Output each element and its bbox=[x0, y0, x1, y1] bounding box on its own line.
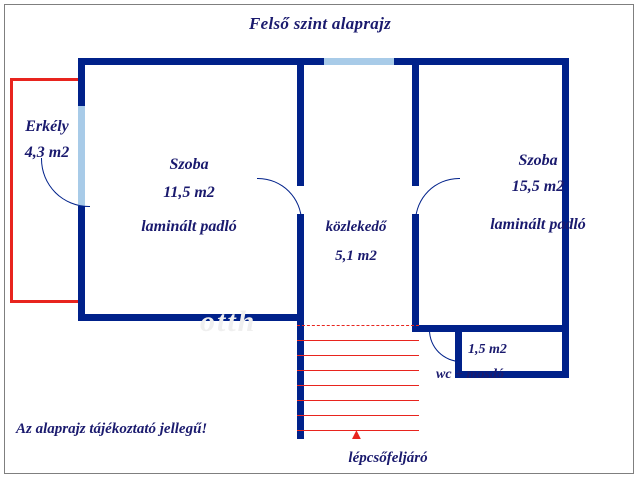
wall-left-upper bbox=[78, 58, 85, 106]
disclaimer-text: Az alaprajz tájékoztató jellegű! bbox=[16, 421, 208, 437]
wall-top-right bbox=[394, 58, 569, 65]
wall-inner-left-corridor bbox=[297, 58, 304, 186]
room-label-wc-area: 1,5 m2 bbox=[468, 342, 507, 357]
room-label-corridor-name: közlekedő bbox=[325, 219, 387, 235]
room-label-left-floor: laminált padló bbox=[141, 218, 237, 235]
room-label-balcony-area: 4,3 m2 bbox=[24, 144, 70, 161]
room-label-left-name: Szoba bbox=[169, 156, 209, 173]
room-label-right-floor: laminált padló bbox=[490, 216, 586, 233]
stair-step bbox=[297, 355, 419, 356]
wall-top-left bbox=[84, 58, 324, 65]
stair-direction-arrow: ▲ bbox=[349, 427, 364, 443]
room-label-balcony-name: Erkély bbox=[25, 118, 69, 135]
stair-dashed-line bbox=[297, 325, 419, 326]
stair-step bbox=[297, 340, 419, 341]
stair-step bbox=[297, 415, 419, 416]
staircase bbox=[297, 325, 419, 435]
stair-step bbox=[297, 385, 419, 386]
watermark: otth bbox=[200, 305, 257, 338]
room-label-corridor-area: 5,1 m2 bbox=[335, 248, 377, 264]
stair-step bbox=[297, 400, 419, 401]
wall-bottom-left-room bbox=[78, 314, 303, 321]
stairs-label: lépcsőfeljáró bbox=[348, 450, 428, 466]
page-title: Felső szint alaprajz bbox=[248, 14, 392, 33]
room-label-wc-name: wc + mosdó bbox=[436, 367, 504, 382]
wall-left-lower bbox=[78, 206, 85, 321]
wall-inner-right-corridor-lower bbox=[412, 214, 419, 332]
stair-step bbox=[297, 370, 419, 371]
room-label-right-name: Szoba bbox=[518, 152, 558, 169]
room-label-right-area: 15,5 m2 bbox=[511, 178, 565, 195]
room-label-left-area: 11,5 m2 bbox=[163, 184, 215, 201]
window-top-corridor bbox=[324, 58, 394, 65]
wall-inner-right-corridor bbox=[412, 58, 419, 186]
